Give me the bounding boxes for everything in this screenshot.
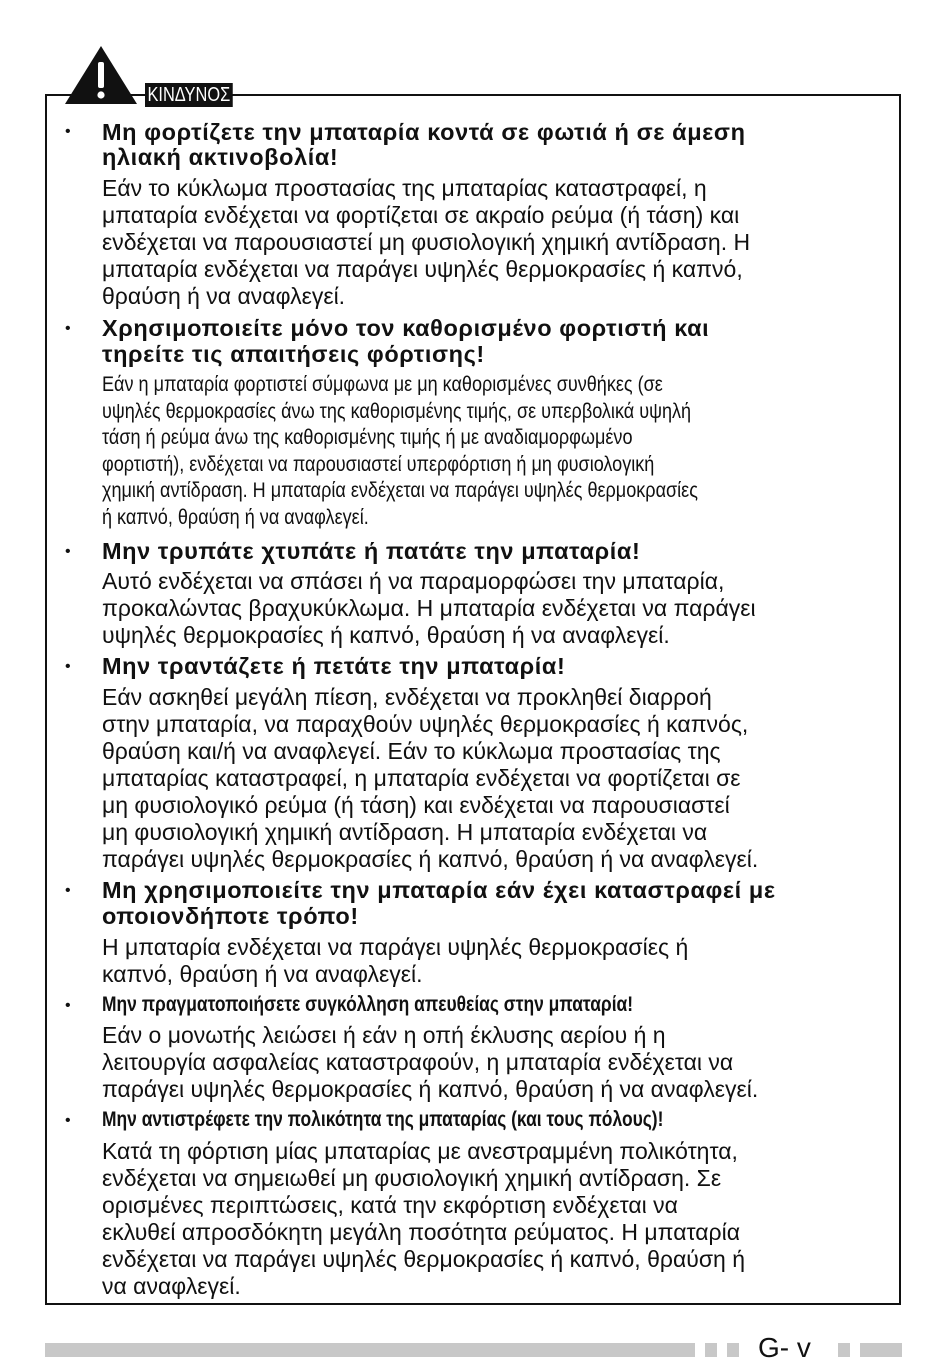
item-body-line: παράγει υψηλές θερμοκρασίες ή καπνό, θραύση ή να αναφλεγεί. <box>102 1076 759 1102</box>
warning-triangle-icon <box>63 44 139 106</box>
item-heading-line: Μην πραγματοποιήσετε συγκόλληση απευθείας στην μπαταρία! <box>102 993 634 1016</box>
item-heading-line: Χρησιμοποιείτε μόνο τον καθορισμένο φορτιστή και <box>102 315 710 341</box>
item-body-line: θραύση και/ή να αναφλεγεί. Εάν το κύκλωμα προστασίας της <box>102 738 721 764</box>
bullet: • <box>65 658 71 675</box>
item-body-line: υψηλές θερμοκρασίες άνω της καθορισμένης τιμής, σε υπερβολικά υψηλή <box>102 400 692 423</box>
item-body-line: θραύση ή να αναφλεγεί. <box>102 283 346 309</box>
bullet: • <box>65 882 71 899</box>
item-body-line: ενδέχεται να σημειωθεί μη φυσιολογική χημική αντίδραση. Σε <box>102 1165 722 1191</box>
item-body-line: μη φυσιολογικό ρεύμα (ή τάση) και ενδέχεται να παρουσιαστεί <box>102 792 730 818</box>
item-body-line: μπαταρία ενδέχεται να παράγει υψηλές θερμοκρασίες ή καπνό, <box>102 256 743 282</box>
item-body-line: ή καπνό, θραύση ή να αναφλεγεί. <box>102 506 369 529</box>
item-body-line: Εάν ασκηθεί μεγάλη πίεση, ενδέχεται να προκληθεί διαρροή <box>102 684 712 710</box>
item-body-line: μη φυσιολογική χημική αντίδραση. Η μπαταρία ενδέχεται να <box>102 819 708 845</box>
item-heading-line: ηλιακή ακτινοβολία! <box>102 144 339 170</box>
item-body-line: Εάν ο μονωτής λειώσει ή εάν η οπή έκλυσης αερίου ή η <box>102 1022 666 1048</box>
bullet: • <box>65 1112 71 1129</box>
item-body-line: εκλυθεί απροσδόκητη μεγάλη ποσότητα ρεύματος. Η μπαταρία <box>102 1219 741 1245</box>
danger-label: ΚΙΝΔΥΝΟΣ <box>145 83 233 107</box>
item-body-line: καπνό, θραύση ή να αναφλεγεί. <box>102 961 423 987</box>
item-body-line: ενδέχεται να παρουσιαστεί μη φυσιολογική χημική αντίδραση. Η <box>102 229 751 255</box>
item-body-line: υψηλές θερμοκρασίες ή καπνό, θραύση ή να αναφλεγεί. <box>102 622 670 648</box>
bullet: • <box>65 123 71 140</box>
item-heading-line: Μην τραντάζετε ή πετάτε την μπαταρία! <box>102 653 566 679</box>
item-heading-line: Μη φορτίζετε την μπαταρία κοντά σε φωτιά ή σε άμεση <box>102 119 746 145</box>
page-number: G- v <box>758 1332 811 1363</box>
item-heading-line: Μην αντιστρέφετε την πολικότητα της μπαταρίας (και τους πόλους)! <box>102 1108 664 1131</box>
footer-bar-block <box>727 1343 739 1357</box>
bullet: • <box>65 997 71 1014</box>
item-body-line: χημική αντίδραση. Η μπαταρία ενδέχεται να παράγει υψηλές θερμοκρασίες <box>102 479 698 502</box>
item-heading-line: οποιονδήποτε τρόπο! <box>102 903 359 929</box>
item-body-line: να αναφλεγεί. <box>102 1273 241 1299</box>
item-heading-line: Μη χρησιμοποιείτε την μπαταρία εάν έχει καταστραφεί με <box>102 877 776 903</box>
item-body-line: ενδέχεται να παράγει υψηλές θερμοκρασίες ή καπνό, θραύση ή <box>102 1246 745 1272</box>
footer-bar <box>45 1343 695 1357</box>
footer-bar-block <box>838 1343 850 1357</box>
item-heading-line: Μην τρυπάτε χτυπάτε ή πατάτε την μπαταρία! <box>102 538 641 564</box>
item-body-line: λειτουργία ασφαλείας καταστραφούν, η μπαταρία ενδέχεται να <box>102 1049 734 1075</box>
item-body-line: μπαταρίας καταστραφεί, η μπαταρία ενδέχεται να φορτίζεται σε <box>102 765 741 791</box>
bullet: • <box>65 543 71 560</box>
footer-bar-right <box>860 1343 902 1357</box>
item-body-line: φορτιστή), ενδέχεται να παρουσιαστεί υπερφόρτιση ή μη φυσιολογική <box>102 453 655 476</box>
item-heading-line: τηρείτε τις απαιτήσεις φόρτισης! <box>102 341 485 367</box>
item-body-line: ορισμένες περιπτώσεις, κατά την εκφόρτιση ενδέχεται να <box>102 1192 678 1218</box>
item-body-line: Η μπαταρία ενδέχεται να παράγει υψηλές θερμοκρασίες ή <box>102 934 689 960</box>
bullet: • <box>65 320 71 337</box>
item-body-line: προκαλώντας βραχυκύκλωμα. Η μπαταρία ενδέχεται να παράγει <box>102 595 756 621</box>
item-body-line: Κατά τη φόρτιση μίας μπαταρίας με ανεστραμμένη πολικότητα, <box>102 1138 738 1164</box>
item-body-line: παράγει υψηλές θερμοκρασίες ή καπνό, θραύση ή να αναφλεγεί. <box>102 846 759 872</box>
item-body-line: Αυτό ενδέχεται να σπάσει ή να παραμορφώσει την μπαταρία, <box>102 568 725 594</box>
footer-bar-block <box>705 1343 717 1357</box>
item-body-line: Εάν η μπαταρία φορτιστεί σύμφωνα με μη καθορισμένες συνθήκες (σε <box>102 373 663 396</box>
item-body-line: τάση ή ρεύμα άνω της καθορισμένης τιμής ή με αναδιαμορφωμένο <box>102 426 633 449</box>
item-body-line: μπαταρία ενδέχεται να φορτίζεται σε ακραίο ρεύμα (ή τάση) και <box>102 202 740 228</box>
item-body-line: Εάν το κύκλωμα προστασίας της μπαταρίας καταστραφεί, η <box>102 175 707 201</box>
item-body-line: στην μπαταρία, να παραχθούν υψηλές θερμοκρασίες ή καπνός, <box>102 711 749 737</box>
